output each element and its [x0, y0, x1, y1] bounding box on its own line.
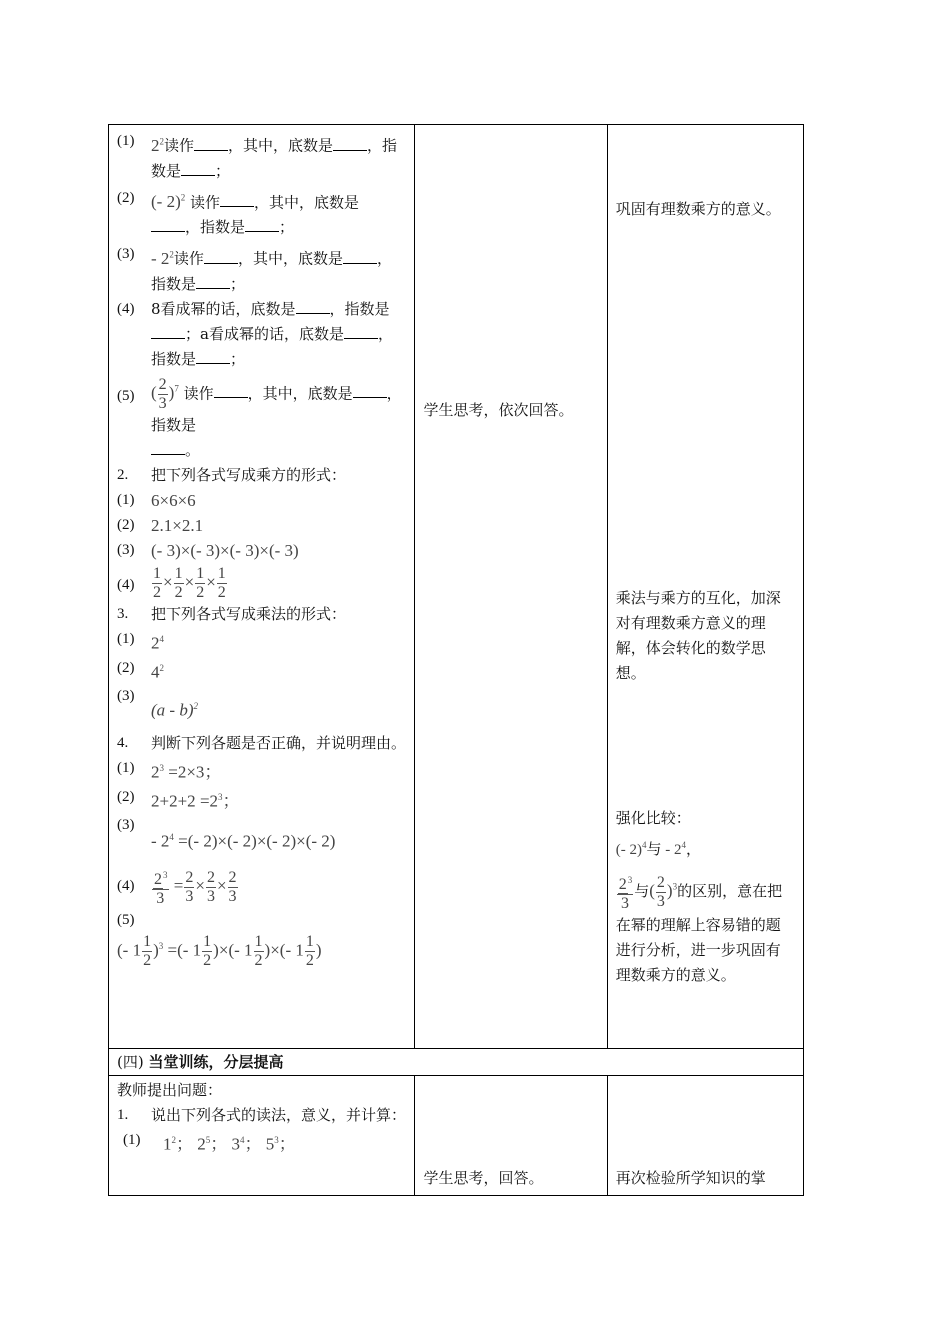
math-base: =2: [199, 791, 219, 811]
math-exponent: 3: [672, 881, 678, 892]
fraction-numerator: [617, 871, 634, 895]
design-note-2: 乘法与乘方的互化，加深对有理数乘方意义的理解，体会转化的数学思想。: [615, 589, 781, 682]
item-number: (3): [117, 817, 135, 834]
text: ，: [685, 842, 701, 858]
fraction-denominator: 3: [228, 887, 237, 905]
fraction-numerator: 2: [656, 873, 665, 891]
text: 读作: [173, 249, 204, 268]
answer-blank: [245, 218, 279, 232]
answer-blank: [151, 218, 185, 232]
fraction: [152, 565, 162, 602]
fraction-numerator: 1: [174, 564, 183, 582]
math-expression: 2.1×2.1: [151, 515, 204, 535]
answer-blank: [296, 300, 330, 314]
exercise-row: [109, 125, 804, 1049]
item-number: (1): [117, 630, 135, 647]
q2-item-3: [117, 538, 406, 563]
fraction: [195, 565, 205, 602]
fraction-denominator: 2: [153, 583, 161, 601]
question-number: 1.: [117, 1107, 129, 1123]
q3-item-1: [117, 627, 406, 656]
question-title: 判断下列各题是否正确，并说明理由。: [151, 733, 407, 752]
item-number: (1): [117, 759, 135, 776]
item-number: (1): [123, 1132, 141, 1148]
fraction-numerator: 2: [158, 375, 167, 393]
q2-item-4: [117, 565, 406, 602]
operator: =: [167, 940, 178, 960]
q3-heading: [117, 602, 406, 627]
fraction-denominator: 3: [206, 887, 215, 905]
fraction-denominator: 3: [158, 394, 167, 412]
item-number: (4): [117, 300, 135, 317]
answer-blank: [214, 384, 248, 398]
answer-blank: [194, 137, 228, 151]
student-activity-cell: [415, 125, 607, 1049]
math-base: 3: [231, 1134, 240, 1154]
q4-item-1: [117, 756, 406, 785]
math-text: (- 1: [279, 940, 304, 960]
operator: ×: [206, 572, 216, 592]
practice-intent-cell: [607, 1076, 803, 1196]
text: 与: [646, 840, 662, 858]
fraction: [656, 874, 666, 911]
item-number: (3): [117, 541, 135, 558]
fraction: [158, 376, 168, 413]
math-exponent: 4: [159, 633, 164, 644]
fraction: [206, 869, 216, 906]
text: ；: [215, 161, 231, 180]
math-base: - 2: [151, 831, 170, 851]
answer-blank: [353, 384, 387, 398]
section-title: 当堂训练，分层提高: [148, 1053, 284, 1071]
operator: ×: [218, 940, 229, 960]
text: 与: [634, 882, 650, 901]
math-expression: (- 3)×(- 3)×(- 3)×(- 3): [151, 540, 299, 560]
exercise-cell: [109, 125, 415, 1049]
q2-item-2: [117, 513, 406, 538]
math-exponent: 2: [171, 1135, 176, 1145]
question-number: 4.: [117, 734, 129, 751]
math-text: ): [153, 940, 159, 960]
item-number: (1): [117, 491, 135, 508]
question-number: 3.: [117, 605, 129, 622]
math-exponent: 4: [240, 1135, 245, 1145]
math-exponent: 3: [163, 869, 168, 880]
fraction-numerator: 1: [217, 564, 226, 582]
fraction: [617, 871, 634, 913]
math-text: ): [666, 881, 673, 901]
math-exponent: 4: [681, 840, 686, 850]
math-expression: 2+2+2: [151, 791, 196, 811]
fraction-numerator: 2: [185, 868, 194, 886]
fraction: [305, 933, 315, 970]
design-note-heading: 强化比较：: [615, 809, 691, 827]
item-number: (4): [117, 877, 135, 894]
math-text: (: [649, 881, 655, 901]
item-number: (2): [117, 189, 135, 206]
math-expression: =(- 2)×(- 2)×(- 2)×(- 2): [178, 831, 336, 851]
text: ；: [230, 274, 246, 293]
math-base: (- 2): [151, 192, 181, 212]
math-exponent: 2: [159, 662, 164, 673]
math-expression: =2×3；: [168, 762, 222, 782]
text: ；: [176, 1134, 193, 1154]
q4-item-3: [117, 813, 406, 854]
design-note-3: [608, 690, 803, 992]
fraction-numerator: 1: [203, 933, 212, 951]
text: ，指数是: [151, 136, 398, 180]
fraction-denominator: 2: [174, 583, 183, 601]
fraction: [174, 565, 184, 602]
text: ，指数是: [151, 384, 402, 434]
item-number: (5): [117, 387, 135, 404]
fraction: [184, 869, 194, 906]
q4-item-2: [117, 785, 406, 814]
answer-blank: [196, 350, 230, 364]
item-number: (3): [117, 246, 135, 263]
text: ，其中，底数是: [237, 249, 343, 268]
math-base: 5: [265, 1134, 275, 1154]
item-number: (5): [117, 912, 135, 929]
math-base: 2: [151, 762, 160, 782]
answer-blank: [220, 193, 254, 207]
design-note-text: 再次检验所学知识的掌: [615, 1169, 766, 1187]
fraction-denominator: 2: [143, 952, 152, 970]
math-exponent: 3: [159, 762, 164, 773]
design-intent-cell: [607, 125, 803, 1049]
item-number: (1): [117, 133, 135, 149]
section-heading-row: [109, 1049, 804, 1076]
math-base: 1: [163, 1134, 172, 1154]
fraction-numerator: 1: [143, 933, 152, 951]
text: ，其中，底数是: [247, 384, 353, 403]
q4-item-5: [117, 908, 406, 933]
text: 8看成幂的话，底数是: [151, 299, 296, 318]
fraction-denominator: 3: [620, 895, 629, 913]
math-base: 2: [618, 876, 627, 894]
q1-item-2: [117, 186, 406, 241]
item-number: (2): [117, 659, 135, 676]
text: ；: [230, 349, 246, 368]
math-exponent: 7: [174, 383, 179, 394]
text: 读作: [164, 136, 195, 155]
fraction-denominator: 2: [203, 952, 212, 970]
math-base: 4: [151, 662, 160, 682]
answer-blank: [181, 162, 215, 176]
fraction-denominator: 3: [156, 890, 165, 908]
answer-blank: [204, 250, 238, 264]
teacher-intro: 教师提出问题：: [117, 1081, 223, 1099]
question-title: 把下列各式写成乘法的形式：: [151, 604, 347, 623]
question-title: 把下列各式写成乘方的形式：: [151, 465, 347, 484]
item-number: (2): [117, 788, 135, 805]
text: 。: [185, 440, 201, 459]
text: ，指数是: [151, 324, 393, 368]
fraction-denominator: 3: [185, 887, 194, 905]
design-note-1: 巩固有理数乘方的意义。: [615, 200, 781, 218]
math-base: 2: [197, 1134, 206, 1154]
q2-item-1: [117, 488, 406, 513]
practice-item-1: [117, 1128, 406, 1157]
q1-item-3: [117, 242, 406, 297]
text: 读作: [190, 193, 221, 212]
fraction-denominator: 2: [196, 583, 205, 601]
fraction-numerator: 1: [305, 933, 314, 951]
section-number: (四): [117, 1053, 149, 1071]
math-base: 2: [151, 633, 160, 653]
text: ，其中，底数是: [254, 193, 360, 212]
math-base: - 2: [151, 248, 170, 268]
fraction: [254, 933, 264, 970]
question-title: 说出下列各式的读法，意义，并计算：: [151, 1106, 407, 1124]
fraction: [142, 933, 152, 970]
answer-blank: [333, 137, 367, 151]
fraction: [202, 933, 212, 970]
item-number: (2): [117, 516, 135, 533]
practice-question-cell: [109, 1076, 415, 1196]
math-base: - 2: [665, 842, 682, 858]
fraction-numerator: 1: [254, 933, 263, 951]
operator: ×: [216, 875, 227, 895]
q1-item-5: (5) ( $\frac{2}{3}$ )$^7$ 读作 ，其中，底数是 ，指数是 。: [117, 375, 402, 459]
math-text: (- 1: [117, 940, 142, 960]
fraction: [152, 866, 169, 908]
operator: ×: [163, 572, 173, 592]
math-exponent: 3: [218, 791, 223, 802]
math-text: (- 1: [228, 940, 253, 960]
text: ，指数是: [185, 218, 246, 237]
fraction-numerator: 2: [228, 868, 237, 886]
operator: =: [173, 875, 184, 895]
q4-item-4: [117, 866, 406, 908]
fraction: [228, 869, 238, 906]
math-base: 2: [154, 871, 162, 889]
section-heading-cell: [109, 1049, 804, 1076]
text: ；: [279, 218, 295, 237]
text: ；: [222, 791, 240, 811]
math-text: ): [264, 940, 271, 960]
q1-item-1: [117, 129, 406, 184]
q1-item-4: [117, 297, 406, 372]
math-text: ): [315, 940, 322, 960]
item-number: (4): [117, 576, 135, 593]
fraction-numerator: 1: [196, 564, 205, 582]
item-number: (3): [117, 688, 135, 705]
practice-row: [109, 1076, 804, 1196]
student-activity-text: 学生思考，依次回答。: [423, 401, 574, 419]
text: ，其中，底数是: [228, 136, 334, 155]
text: ；: [210, 1134, 228, 1154]
text: ；a看成幂的话，底数是: [185, 324, 344, 343]
fraction-denominator: 3: [656, 892, 665, 910]
math-exponent: 3: [158, 940, 164, 951]
q4-heading: [117, 731, 406, 756]
fraction-numerator: [152, 866, 169, 890]
math-base: (a - b): [151, 700, 194, 720]
lesson-plan-table: [108, 124, 804, 1196]
math-exponent: 2: [169, 249, 174, 260]
operator: ×: [184, 572, 195, 592]
math-base: 2: [151, 135, 160, 155]
fraction-denominator: 2: [305, 952, 314, 970]
text: 读作: [183, 384, 214, 403]
answer-blank: [151, 325, 185, 339]
student-activity-text: 学生思考，回答。: [423, 1169, 544, 1187]
math-exponent: 5: [205, 1135, 211, 1145]
q2-heading: [117, 463, 406, 488]
practice-student-cell: [415, 1076, 607, 1196]
operator: ×: [195, 875, 205, 895]
fraction-product: [151, 565, 406, 602]
math-text: ): [213, 940, 219, 960]
text: ，指数是: [329, 299, 390, 318]
fraction: [217, 565, 227, 602]
fraction-numerator: 2: [206, 868, 215, 886]
math-exponent: 2: [159, 136, 164, 146]
math-exponent: 2: [193, 701, 198, 712]
question-number: 2.: [117, 466, 129, 483]
math-expression: 6×6×6: [151, 490, 196, 510]
answer-blank: [196, 275, 230, 289]
text: ；: [278, 1134, 296, 1154]
text: ，指数是: [151, 249, 392, 293]
math-exponent: 4: [169, 832, 174, 843]
design-note-text: 的区别，意在把在幂的理解上容易错的题进行分析，进一步巩固有理数乘方的意义。: [615, 882, 783, 985]
fraction-denominator: 2: [254, 952, 263, 970]
text: ；: [244, 1134, 262, 1154]
operator: ×: [270, 940, 280, 960]
q4-item-5-expression: [117, 933, 406, 970]
fraction-denominator: 2: [217, 583, 226, 601]
q3-item-3: [117, 684, 406, 723]
practice-question-1: [117, 1103, 406, 1128]
math-text: (- 1: [177, 940, 202, 960]
math-exponent: 4: [641, 840, 647, 850]
fraction-numerator: 1: [153, 564, 161, 582]
q3-item-2: [117, 656, 406, 685]
math-exponent: 3: [627, 875, 633, 885]
answer-blank: [344, 325, 378, 339]
answer-blank: [151, 441, 185, 455]
math-exponent: 2: [180, 192, 186, 203]
answer-blank: [343, 250, 377, 264]
math-exponent: 3: [274, 1135, 279, 1145]
math-base: (- 2): [615, 842, 642, 858]
